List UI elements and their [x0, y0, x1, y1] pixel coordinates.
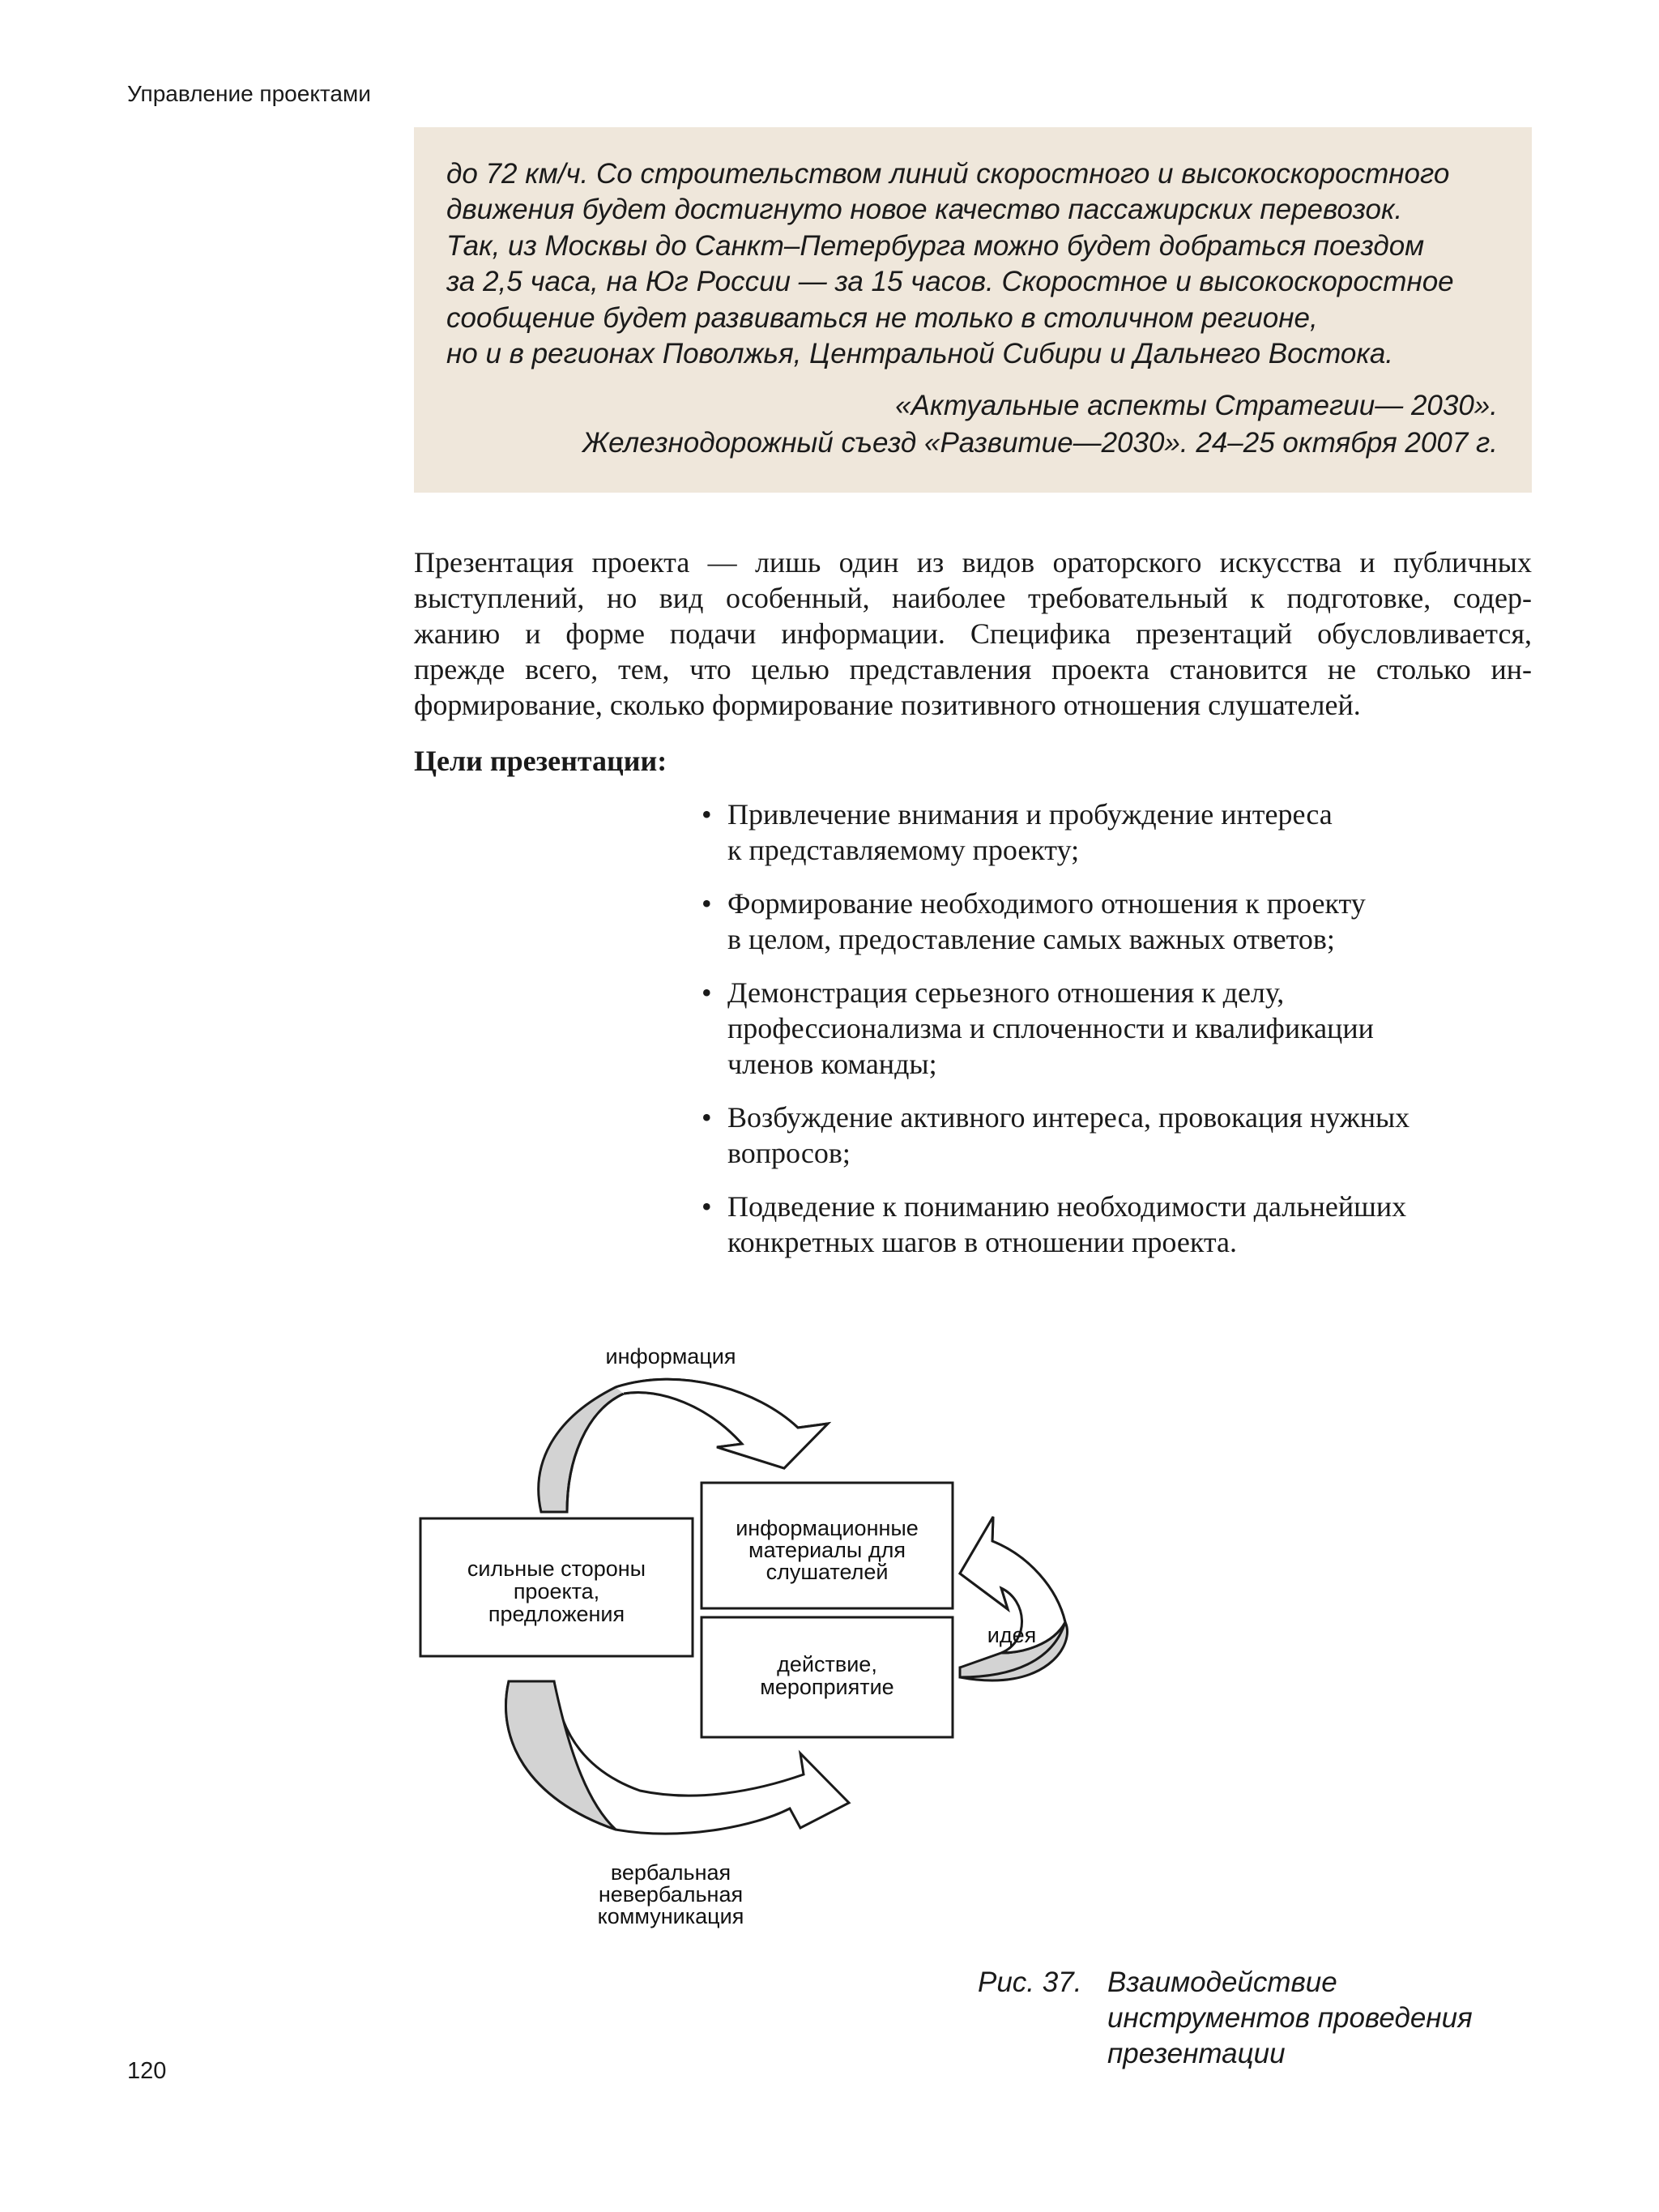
list-item-line: Возбуждение активного интереса, провокация нужных [727, 1101, 1410, 1134]
list-item-line: Демонстрация серьезного отношения к делу, [727, 976, 1285, 1009]
box-strengths-text: сильные стороны [467, 1557, 646, 1581]
caption-line: инструментов проведения [1107, 2002, 1473, 2034]
paragraph-line: Презентация проекта — лишь один из видов ораторского искусства и публичных [414, 546, 1532, 579]
quote-source-event: Железнодорожный съезд «Развитие—2030». 24–25 октября 2007 г. [582, 427, 1498, 459]
box-materials-text: материалы для [748, 1538, 906, 1562]
box-strengths-text: проекта, [513, 1579, 600, 1603]
box-action-text: действие, [777, 1652, 877, 1676]
caption-line: Взаимодействие [1107, 1966, 1337, 1998]
bullet-icon: • [702, 1190, 712, 1223]
list-item-line: профессионализма и сплоченности и квалификации [727, 1012, 1374, 1044]
quote-line: движения будет достигнуто новое качество пассажирских перевозок. [446, 194, 1403, 226]
figure-caption-text [1107, 1965, 1473, 2072]
page-number: 120 [127, 2058, 167, 2084]
paragraph-line: формирование, сколько формирование позитивного отношения слушателей. [414, 689, 1361, 721]
running-head: Управление проектами [127, 81, 371, 106]
label-communication: невербальная [598, 1882, 744, 1907]
figure-number: Рис. 37. [978, 1966, 1082, 1998]
list-item-line: Привлечение внимания и пробуждение интереса [727, 798, 1333, 831]
box-materials-text: слушателей [766, 1560, 889, 1584]
list-item-line: в целом, предоставление самых важных ответов; [727, 923, 1335, 955]
label-communication: коммуникация [597, 1904, 744, 1928]
paragraph-line: выступлений, но вид особенный, наиболее требовательный к подготовке, содер- [414, 582, 1532, 614]
quote-source-title: «Актуальные аспекты Стратегии— 2030». [895, 390, 1498, 421]
bullet-icon: • [702, 1101, 712, 1134]
quote-line: но и в регионах Поволжья, Центральной Сибири и Дальнего Востока. [446, 338, 1394, 370]
bullet-icon: • [702, 976, 712, 1009]
list-item-line: к представляемому проекту; [727, 834, 1080, 866]
list-item-line: конкретных шагов в отношении проекта. [727, 1226, 1238, 1258]
paragraph-line: жанию и форме подачи информации. Специфика презентаций обусловливается, [414, 617, 1532, 650]
label-communication: вербальная [610, 1860, 731, 1885]
bullet-icon: • [702, 887, 712, 920]
list-item-line: вопросов; [727, 1137, 851, 1169]
paragraph-line: прежде всего, тем, что целью представления проекта становится не столько ин- [414, 653, 1532, 685]
list-item-line: Подведение к пониманию необходимости дальнейших [727, 1190, 1407, 1223]
bullet-icon: • [702, 798, 712, 831]
label-idea: идея [987, 1623, 1037, 1647]
quote-line: Так, из Москвы до Санкт–Петербурга можно будет добраться поездом [446, 229, 1425, 262]
caption-line: презентации [1107, 2038, 1286, 2069]
box-materials-text: информационные [736, 1516, 919, 1540]
quote-line: сообщение будет развиваться не только в столичном регионе, [446, 301, 1318, 334]
box-strengths-text: предложения [488, 1602, 625, 1626]
quote-line: до 72 км/ч. Со строительством линий скоростного и высокоскоростного [446, 158, 1450, 190]
list-item-line: Формирование необходимого отношения к проекту [727, 887, 1366, 920]
quote-line: за 2,5 часа, на Юг России — за 15 часов. Скоростное и высокоскоростное [446, 266, 1454, 298]
goals-heading: Цели презентации: [414, 745, 667, 777]
list-item-line: членов команды; [727, 1048, 937, 1080]
box-action-text: мероприятие [760, 1675, 894, 1699]
label-information: информация [605, 1344, 736, 1369]
